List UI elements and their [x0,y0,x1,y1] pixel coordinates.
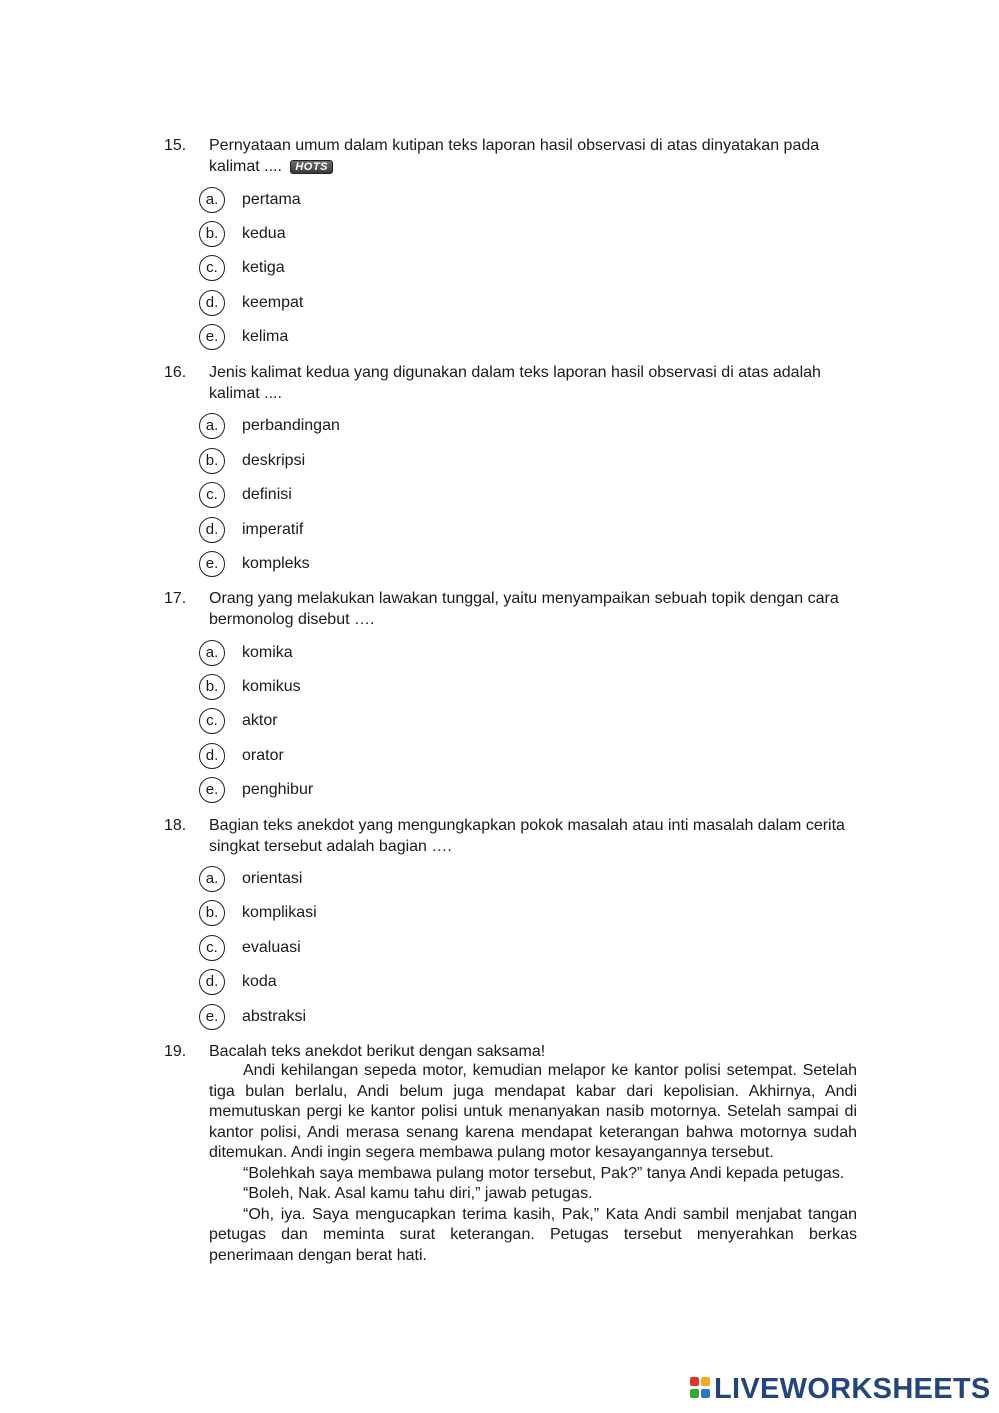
option-text: abstraksi [242,1008,307,1025]
question-text: Bagian teks anekdot yang mengungkapkan pokok masalah atau inti masalah dalam cerita singkat tersebut adalah bagian …. [209,817,845,855]
option-text: ketiga [242,259,285,276]
option-18e[interactable] [199,1004,499,1030]
option-letter[interactable]: a. [199,187,225,213]
option-text: komplikasi [242,904,317,921]
option-15e[interactable] [199,324,499,350]
option-letter[interactable]: b. [199,900,225,926]
option-18d[interactable] [199,969,499,995]
option-letter[interactable]: a. [199,866,225,892]
option-letter[interactable]: d. [199,517,225,543]
passage-paragraph: “Oh, iya. Saya mengucapkan terima kasih, Pak,” Kata Andi sambil menjabat tangan petugas dan meminta surat keterangan. Petugas tersebut menyerahkan berkas penerimaan dengan berat hati. [209,1205,857,1264]
option-15b[interactable] [199,221,499,247]
option-17a[interactable] [199,640,499,666]
option-letter[interactable]: d. [199,290,225,316]
option-18a[interactable] [199,866,499,892]
question-number: 15. [164,137,187,154]
option-17d[interactable] [199,743,499,769]
option-text: aktor [242,712,278,729]
passage-paragraph: Andi kehilangan sepeda motor, kemudian melapor ke kantor polisi setempat. Setelah tiga bulan berlalu, Andi belum juga mendapat kabar dari kepolisian. Akhirnya, Andi memutuskan pergi ke kantor polisi untuk menanyakan nasib motornya. Setelah sampai di kantor polisi, Andi merasa senang karena mendapat keterangan bahwa motornya sudah ditemukan. Andi ingin segera membawa pulang motor kesayangannya tersebut. [209,1062,857,1161]
question-number: 18. [164,817,187,834]
option-letter[interactable]: d. [199,743,225,769]
option-text: definisi [242,486,292,503]
option-letter[interactable]: b. [199,221,225,247]
option-16e[interactable] [199,551,499,577]
option-17e[interactable] [199,777,499,803]
option-letter[interactable]: b. [199,448,225,474]
hots-badge: HOTS [290,160,333,174]
option-16a[interactable] [199,413,499,439]
option-18c[interactable] [199,935,499,961]
option-letter[interactable]: e. [199,1004,225,1030]
option-text: komikus [242,678,301,695]
option-15c[interactable] [199,255,499,281]
option-17b[interactable] [199,674,499,700]
option-text: perbandingan [242,417,340,434]
option-16c[interactable] [199,482,499,508]
option-text: orator [242,747,284,764]
question-text: Jenis kalimat kedua yang digunakan dalam teks laporan hasil observasi di atas adalah kalimat .... [209,364,821,402]
option-text: deskripsi [242,452,306,469]
option-letter[interactable]: d. [199,969,225,995]
option-text: kelima [242,328,289,345]
option-text: penghibur [242,781,314,798]
logo-mark-icon [690,1377,712,1401]
option-text: imperatif [242,521,304,538]
option-text: keempat [242,294,304,311]
passage-paragraph: “Bolehkah saya membawa pulang motor tersebut, Pak?” tanya Andi kepada petugas. [243,1164,845,1182]
option-letter[interactable]: e. [199,551,225,577]
option-letter[interactable]: c. [199,482,225,508]
option-letter[interactable]: c. [199,708,225,734]
option-text: orientasi [242,870,303,887]
option-16d[interactable] [199,517,499,543]
question-text: Pernyataan umum dalam kutipan teks laporan hasil observasi di atas dinyatakan pada kalimat .... HOTS [209,137,820,175]
liveworksheets-logo [690,1374,990,1404]
option-text: kedua [242,225,286,242]
option-letter[interactable]: c. [199,255,225,281]
option-18b[interactable] [199,900,499,926]
option-15d[interactable] [199,290,499,316]
option-16b[interactable] [199,448,499,474]
option-letter[interactable]: e. [199,777,225,803]
question-number: 19. [164,1043,187,1060]
option-15a[interactable] [199,187,499,213]
option-letter[interactable]: b. [199,674,225,700]
passage-paragraph: “Boleh, Nak. Asal kamu tahu diri,” jawab petugas. [243,1185,593,1202]
option-17c[interactable] [199,708,499,734]
option-text: evaluasi [242,939,301,956]
option-letter[interactable]: c. [199,935,225,961]
option-letter[interactable]: a. [199,640,225,666]
question-number: 17. [164,590,187,607]
option-letter[interactable]: e. [199,324,225,350]
option-letter[interactable]: a. [199,413,225,439]
question-text: Bacalah teks anekdot berikut dengan saksama! [209,1043,546,1060]
question-text: Orang yang melakukan lawakan tunggal, yaitu menyampaikan sebuah topik dengan cara bermonolog disebut …. [209,590,839,628]
option-text: pertama [242,191,301,208]
option-text: komika [242,644,293,661]
option-text: koda [242,973,277,990]
option-text: kompleks [242,555,310,572]
anecdote-passage [209,1061,857,1266]
question-number: 16. [164,364,187,381]
logo-text: LIVEWORKSHEETS [714,1373,991,1405]
